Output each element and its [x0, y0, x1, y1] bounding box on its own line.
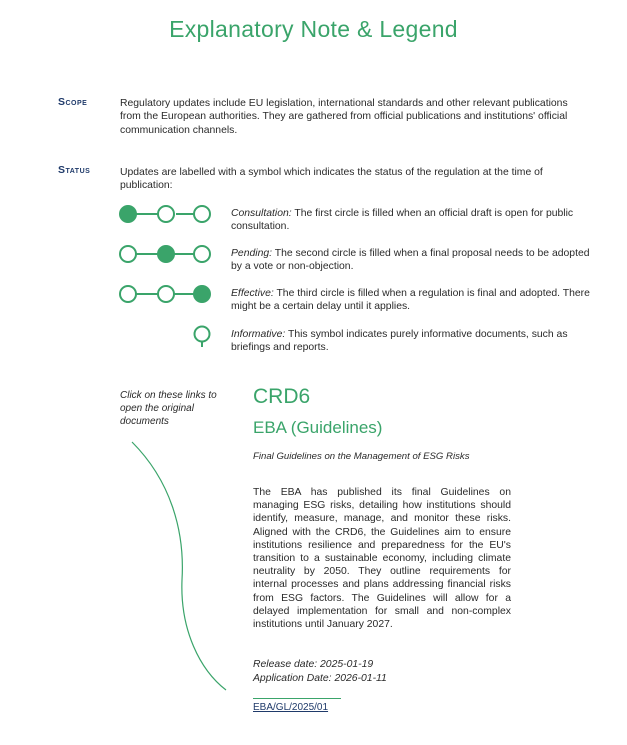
consultation-symbol-icon: [117, 203, 217, 229]
informative-symbol-icon: [190, 324, 214, 350]
entry-title: CRD6: [253, 385, 311, 408]
divider: [253, 698, 341, 699]
status-text: Updates are labelled with a symbol which indicates the status of the regulation at the time of publication:: [120, 167, 543, 192]
informative-term: Informative:: [231, 329, 286, 340]
entry-subtitle: EBA (Guidelines): [253, 418, 383, 437]
pending-text: The second circle is filled when a final proposal needs to be adopted by a vote or non-objection.: [231, 248, 590, 273]
effective-desc: [231, 287, 601, 314]
application-date: Application Date: 2026-01-11: [253, 673, 387, 684]
status-label: Status: [58, 164, 91, 176]
effective-text: The third circle is filled when a regulation is final and adopted. There might be a certain delay until it applies.: [231, 288, 590, 313]
status-row-informative: [0, 324, 627, 354]
scope-label: Scope: [58, 96, 88, 108]
informative-desc: [231, 328, 601, 355]
consultation-term: Consultation:: [231, 208, 292, 219]
pending-term: Pending:: [231, 248, 273, 259]
effective-term: Effective:: [231, 288, 274, 299]
status-row-pending: [0, 243, 627, 273]
entry-body: The EBA has published its final Guidelines on managing ESG risks, detailing how institutions should identify, measure, manage, and monitor these risks. Aligned with the CRD6, the Guidelines aim to ensure institutions resilience and preparedness for the EU's transition to a sustainable economy, including climate neutrality by 2050. They outline requirements for internal processes and plans addressing financial risks from ESG factors. The Guidelines will allow for a delayed implementation for small and non-complex institutions until January 2027.: [253, 487, 511, 631]
document-link[interactable]: EBA/GL/2025/01: [253, 702, 329, 713]
scope-text: Regulatory updates include EU legislation, international standards and other relevant publications from the European authorities. They are gathered from official publications and institutions' official communication channels.: [120, 98, 568, 136]
links-hint: Click on these links to open the original documents: [120, 390, 217, 427]
consultation-text: The first circle is filled when an official draft is open for public consultation.: [231, 208, 574, 233]
entry-caption: Final Guidelines on the Management of ESG Risks: [253, 451, 470, 462]
consultation-desc: [231, 207, 601, 234]
pending-desc: [231, 247, 601, 274]
page-title: Explanatory Note & Legend: [169, 16, 458, 42]
status-row-effective: [0, 283, 627, 313]
informative-text: This symbol indicates purely informative documents, such as briefings and reports.: [231, 329, 568, 354]
pending-symbol-icon: [117, 243, 217, 269]
release-date: Release date: 2025-01-19: [253, 659, 374, 670]
effective-symbol-icon: [117, 283, 217, 309]
pointer-curve-icon: [130, 440, 240, 695]
status-row-consultation: [0, 203, 627, 233]
